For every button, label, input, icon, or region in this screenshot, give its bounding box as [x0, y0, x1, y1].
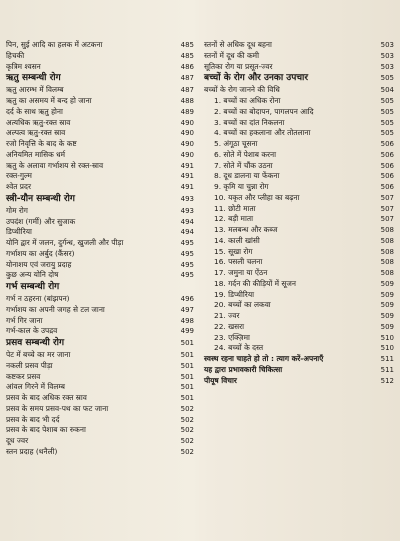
index-entry: [6, 161, 194, 172]
page-number: 502: [180, 415, 194, 424]
entry-title: रक्त-गुल्म: [6, 171, 32, 181]
page-number: 494: [180, 228, 194, 237]
page-number: 501: [180, 372, 194, 381]
page-number: 486: [180, 62, 194, 71]
entry-title: ऋतु आरम्भ में विलम्ब: [6, 85, 64, 95]
index-entry: [204, 300, 394, 311]
page-number: 507: [380, 193, 394, 202]
index-entry: [204, 139, 394, 150]
index-entry: [204, 279, 394, 290]
section-heading: [6, 72, 194, 85]
entry-title: गर्भ न ठहरना (बांझपन): [6, 294, 70, 303]
entry-title: गर्भाशय का अपनी जगह से टल जाना: [6, 304, 105, 314]
page-number: 496: [180, 295, 194, 303]
entry-title: 24. बच्चों के दस्त: [214, 343, 264, 353]
index-entry: [6, 404, 194, 415]
page-number: 491: [180, 161, 194, 170]
entry-title: गर्भाशय का अर्बुद (कैंसर): [6, 248, 75, 258]
entry-title: अत्यधिक ऋतु-रक्त स्राव: [6, 117, 71, 127]
page-number: 501: [180, 383, 194, 392]
index-entry: [204, 182, 394, 193]
entry-title: योनाशय एवं जरायु प्रदाह: [6, 259, 72, 269]
page-number: 493: [180, 206, 194, 215]
page-number: 487: [180, 86, 194, 95]
page-number: 509: [380, 290, 394, 299]
index-entry: [204, 150, 394, 161]
page-number: 511: [380, 355, 394, 363]
index-entry: [204, 268, 394, 279]
entry-title: प्रसव सम्बन्धी रोग: [6, 338, 65, 348]
entry-title: अनियमित मासिक धर्म: [6, 149, 66, 159]
page-number: 509: [380, 279, 394, 288]
entry-title: श्वेत प्रदर: [6, 182, 31, 191]
entry-title: 22. खसरा: [214, 321, 245, 331]
index-entry: [204, 204, 394, 215]
page-number: 502: [180, 404, 194, 413]
page-number: 491: [180, 172, 194, 181]
entry-title: यह द्वारा प्रभावकारी चिकित्सा: [204, 364, 283, 374]
page-number: 505: [380, 107, 394, 116]
index-entry: [6, 150, 194, 161]
entry-title: कुछ अन्य योनि दोष: [6, 270, 59, 280]
index-entry: [204, 322, 394, 333]
page-number: 501: [180, 361, 194, 370]
entry-title: प्रसव के बाद पेशाब का रुकना: [6, 425, 86, 435]
entry-title: डिप्थीरिया: [6, 227, 32, 237]
index-entry: [204, 343, 394, 354]
page-number: 495: [180, 271, 194, 280]
index-entry: [6, 62, 194, 73]
entry-title: सूतिका रोग या प्रसूत-ज्वर: [204, 61, 273, 71]
entry-title: गर्भ गिर जाना: [6, 315, 43, 325]
page-number: 501: [180, 351, 194, 359]
index-entry: [6, 217, 194, 228]
page-number: 488: [180, 97, 194, 105]
index-entry: [204, 354, 394, 365]
index-entry: [204, 365, 394, 376]
entry-title: बच्चों के रोग जानने की विधि: [204, 85, 280, 95]
index-entry: [6, 107, 194, 118]
entry-title: 11. छोटी माता: [214, 203, 256, 213]
index-entry: [6, 238, 194, 249]
page-number: 506: [380, 172, 394, 181]
entry-title: योनि द्वार में जलन, दुर्गन्ध, खुजली और पीड़ा: [6, 238, 124, 247]
index-entry: [6, 206, 194, 217]
index-entry: [6, 372, 194, 383]
entry-title: कृत्रिम श्वसन: [6, 61, 41, 71]
page-number: 501: [180, 339, 194, 347]
page-number: 512: [380, 376, 394, 385]
page-number: 508: [380, 236, 394, 245]
entry-title: 5. अंगूठा चूसना: [214, 139, 258, 148]
page-number: 506: [380, 183, 394, 191]
entry-title: 16. पसली चलना: [214, 257, 263, 267]
entry-title: 4. बच्चों का हकलाना और तोतलाना: [214, 128, 311, 138]
entry-title: ऋतु सम्बन्धी रोग: [6, 73, 61, 84]
index-entry: [6, 139, 194, 150]
index-entry: [204, 107, 394, 118]
index-column-right: [204, 40, 394, 386]
entry-title: स्तनों से अधिक दूध बहना: [204, 40, 272, 49]
index-entry: [204, 51, 394, 62]
entry-title: उपदंश (गर्मी) और सुजाक: [6, 216, 76, 226]
page-number: 490: [180, 150, 194, 159]
index-entry: [6, 118, 194, 129]
entry-title: नकली प्रसव पीड़ा: [6, 360, 53, 370]
index-entry: [6, 361, 194, 372]
section-heading: [204, 72, 394, 85]
index-entry: [6, 294, 194, 305]
section-heading: [6, 281, 194, 294]
page-number: 503: [380, 41, 394, 49]
entry-title: 10. यकृत और प्लीहा का बढ़ना: [214, 192, 300, 202]
entry-title: 14. काली खांसी: [214, 235, 260, 245]
page-number: 507: [380, 215, 394, 224]
page-number: 508: [380, 269, 394, 277]
entry-title: अल्पत्व ऋतु-रक्त स्राव: [6, 128, 66, 138]
index-entry: [204, 85, 394, 96]
entry-title: 17. जमुना या ऐंठन: [214, 268, 268, 277]
page-number: 511: [380, 365, 394, 374]
entry-title: 20. बच्चों का लकवा: [214, 300, 271, 310]
entry-title: हिचकी: [6, 50, 25, 60]
index-entry: [204, 161, 394, 172]
index-entry: [204, 236, 394, 247]
page-number: 495: [180, 249, 194, 258]
entry-title: पीयूष विचार: [204, 375, 237, 385]
entry-title: पेट में बच्चे का मर जाना: [6, 350, 71, 359]
page-number: 505: [380, 129, 394, 138]
entry-title: स्त्री-यौन सम्बन्धी रोग: [6, 193, 75, 204]
page-number: 505: [380, 74, 394, 83]
index-entry: [6, 51, 194, 62]
page-number: 509: [380, 322, 394, 331]
entry-title: दूध ज्वर: [6, 436, 29, 445]
index-entry: [6, 436, 194, 447]
index-entry: [6, 393, 194, 404]
section-heading: [6, 337, 194, 350]
index-entry: [6, 425, 194, 436]
page-number: 505: [380, 118, 394, 127]
index-entry: [204, 40, 394, 51]
index-entry: [6, 447, 194, 458]
page-number: 502: [180, 437, 194, 445]
page-number: 485: [180, 51, 194, 60]
index-entry: [6, 415, 194, 426]
index-entry: [6, 227, 194, 238]
index-entry: [204, 290, 394, 301]
page-number: 490: [180, 118, 194, 127]
page-number: 485: [180, 41, 194, 49]
entry-title: 13. मलबन्ध और कब्ज: [214, 225, 278, 234]
index-entry: [204, 193, 394, 204]
entry-title: 9. कृमि या चुन्ना रोग: [214, 182, 269, 191]
entry-title: ऋतु के अलावा गर्भाशय से रक्त-स्राव: [6, 160, 104, 170]
page-number: 507: [380, 204, 394, 213]
entry-title: रजो निवृत्ति के बाद के कष्ट: [6, 139, 77, 148]
page-number: 506: [380, 161, 394, 170]
index-entry: [204, 225, 394, 236]
page-number: 497: [180, 305, 194, 314]
entry-title: 7. सोते में चौंक उठना: [214, 160, 273, 170]
entry-title: 2. बच्चों का बोदापन, पागलपन आदि: [214, 106, 314, 116]
entry-title: प्रसव के बाद भी दर्द: [6, 414, 60, 424]
entry-title: कष्टकर प्रसव: [6, 371, 41, 381]
index-entry: [6, 96, 194, 107]
page-number: 509: [380, 312, 394, 320]
page-number: 508: [380, 226, 394, 234]
index-entry: [6, 326, 194, 337]
index-entry: [204, 376, 394, 387]
page-number: 508: [380, 247, 394, 256]
index-entry: [204, 311, 394, 322]
index-entry: [6, 40, 194, 51]
page-number: 503: [380, 51, 394, 60]
entry-title: 15. सूखा रोग: [214, 246, 253, 256]
entry-title: ऋतु का असमय में बन्द हो जाना: [6, 96, 92, 105]
index-entry: [6, 270, 194, 281]
section-heading: [6, 193, 194, 206]
page-number: 503: [380, 62, 394, 71]
index-entry: [6, 249, 194, 260]
index-entry: [204, 128, 394, 139]
index-entry: [6, 305, 194, 316]
index-entry: [204, 214, 394, 225]
index-entry: [204, 247, 394, 258]
page-number: 506: [380, 150, 394, 159]
page-number: 494: [180, 217, 194, 226]
entry-title: दर्द के साथ ऋतु होना: [6, 106, 63, 116]
entry-title: 18. गर्दन की कीड़ियों में सूजन: [214, 278, 296, 288]
entry-title: बच्चों के रोग और उनका उपचार: [204, 73, 309, 84]
entry-title: स्तनों में दूध की कमी: [204, 50, 259, 60]
page-number: 498: [180, 316, 194, 325]
entry-title: 19. डिप्थीरिया: [214, 289, 255, 299]
entry-title: आंवल गिरने में विलम्ब: [6, 382, 65, 392]
entry-title: 21. ज्वर: [214, 311, 240, 320]
page-number: 499: [180, 327, 194, 336]
page-number: 490: [180, 140, 194, 148]
page-number: 495: [180, 239, 194, 247]
index-entry: [6, 350, 194, 361]
page-number: 495: [180, 260, 194, 269]
page-number: 506: [380, 140, 394, 148]
index-entry: [6, 382, 194, 393]
page-number: 490: [180, 129, 194, 138]
index-entry: [6, 316, 194, 327]
entry-title: गोम रोग: [6, 205, 28, 215]
entry-title: स्वस्थ रहना चाहते हो तो : त्याग करें-अपनाएँ: [204, 354, 324, 363]
page-number: 491: [180, 183, 194, 191]
index-entry: [6, 128, 194, 139]
entry-title: प्रसव के बाद अधिक रक्त स्राव: [6, 393, 87, 402]
index-entry: [204, 118, 394, 129]
page-number: 493: [180, 194, 194, 203]
page-number: 502: [180, 426, 194, 435]
index-entry: [6, 260, 194, 271]
entry-title: 8. दूध डालना या फेंकना: [214, 171, 280, 181]
index-entry: [204, 171, 394, 182]
index-entry: [204, 333, 394, 344]
entry-title: 23. एक्ज़िमा: [214, 332, 250, 342]
index-entry: [6, 171, 194, 182]
page-number: 508: [380, 258, 394, 267]
entry-title: 1. बच्चों का अधिक रोना: [214, 96, 281, 105]
entry-title: गर्भ सम्बन्धी रोग: [6, 282, 60, 292]
page-number: 502: [180, 447, 194, 456]
entry-title: प्रसव के समय प्रसव-पथ का फट जाना: [6, 403, 109, 413]
entry-title: 12. बड़ी माता: [214, 214, 254, 224]
entry-title: 3. बच्चों का दांत निकलना: [214, 117, 285, 127]
index-entry: [204, 257, 394, 268]
page-number: 489: [180, 107, 194, 116]
index-column-left: [6, 40, 194, 458]
page-number: 510: [380, 344, 394, 353]
index-entry: [6, 85, 194, 96]
entry-title: स्तन प्रदाह (थनैली): [6, 446, 58, 456]
entry-title: पिन, सुई आदि का हलक में अटकना: [6, 40, 103, 49]
page-number: 504: [380, 86, 394, 95]
entry-title: 6. सोते में पेशाब करना: [214, 149, 277, 159]
page-number: 505: [380, 97, 394, 105]
page-number: 509: [380, 301, 394, 310]
index-entry: [6, 182, 194, 193]
page-number: 510: [380, 333, 394, 342]
page-number: 501: [180, 394, 194, 402]
page-number: 487: [180, 74, 194, 83]
entry-title: गर्भ-काल के उपद्रव: [6, 326, 58, 336]
index-entry: [204, 96, 394, 107]
index-entry: [204, 62, 394, 73]
